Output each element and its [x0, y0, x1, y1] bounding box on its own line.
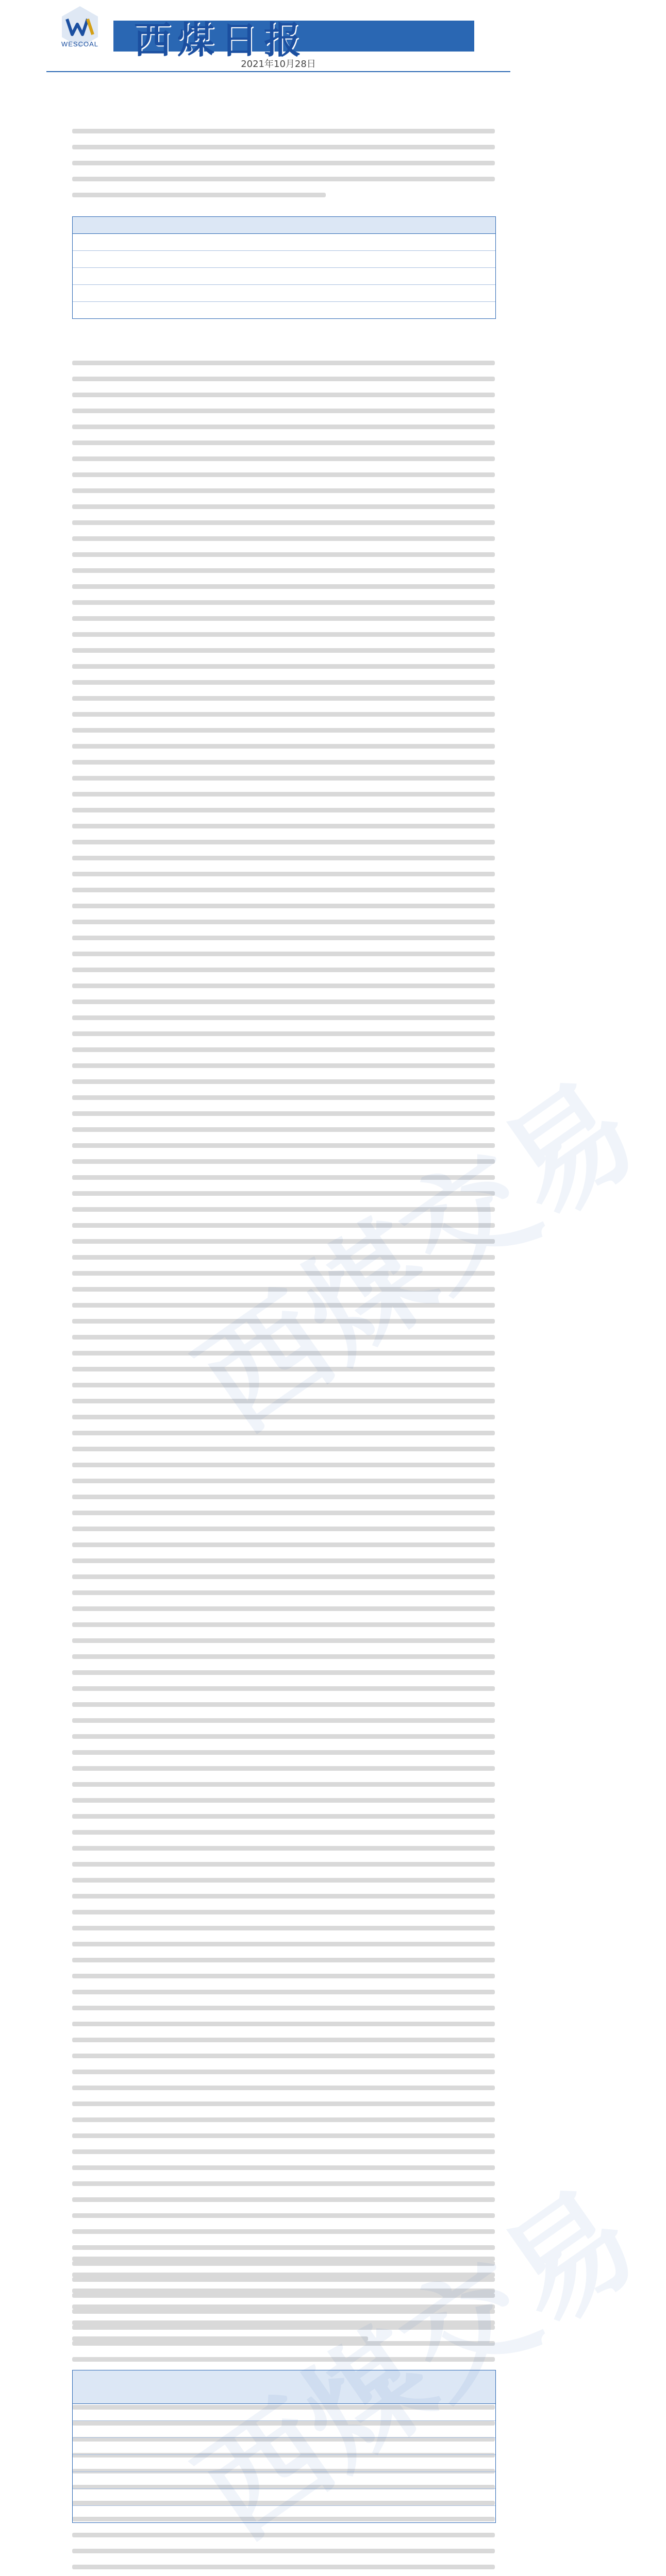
price-table: [72, 216, 496, 319]
report-header: [0, 0, 557, 62]
table-row: [73, 2404, 495, 2421]
subsection-heading: [72, 2349, 76, 2362]
mine-news-paragraphs: [72, 361, 495, 2576]
table-row: [73, 2421, 495, 2438]
table-header-row: [73, 2370, 495, 2404]
table-header-row: [73, 217, 495, 234]
table-row: [73, 302, 495, 318]
table-row: [73, 2489, 495, 2506]
table-row: [73, 2438, 495, 2455]
report-title: 西煤日报: [134, 19, 308, 62]
market-summary-paragraph: [72, 129, 495, 209]
section-heading: [57, 2555, 61, 2568]
watermark-text: 西煤交易: [174, 2163, 663, 2566]
table-row: [73, 251, 495, 268]
table-row: [73, 234, 495, 251]
section-heading: [57, 88, 61, 100]
power-plant-table: [72, 2370, 496, 2523]
subsection-heading: [72, 2236, 76, 2248]
report-date: 2021年10月28日: [241, 59, 316, 70]
table-row: [73, 2506, 495, 2522]
table-row: [73, 2472, 495, 2489]
section-heading: [57, 2215, 61, 2228]
table-row: [73, 2455, 495, 2472]
subsection-heading: [72, 108, 76, 121]
table-row: [73, 268, 495, 285]
header-divider: [46, 71, 510, 72]
logo-text: WESCOAL: [61, 40, 98, 48]
subsection-heading: [72, 340, 76, 352]
table-row: [73, 285, 495, 302]
power-plant-paragraph: [72, 2257, 495, 2352]
subsection-heading: [72, 201, 76, 213]
